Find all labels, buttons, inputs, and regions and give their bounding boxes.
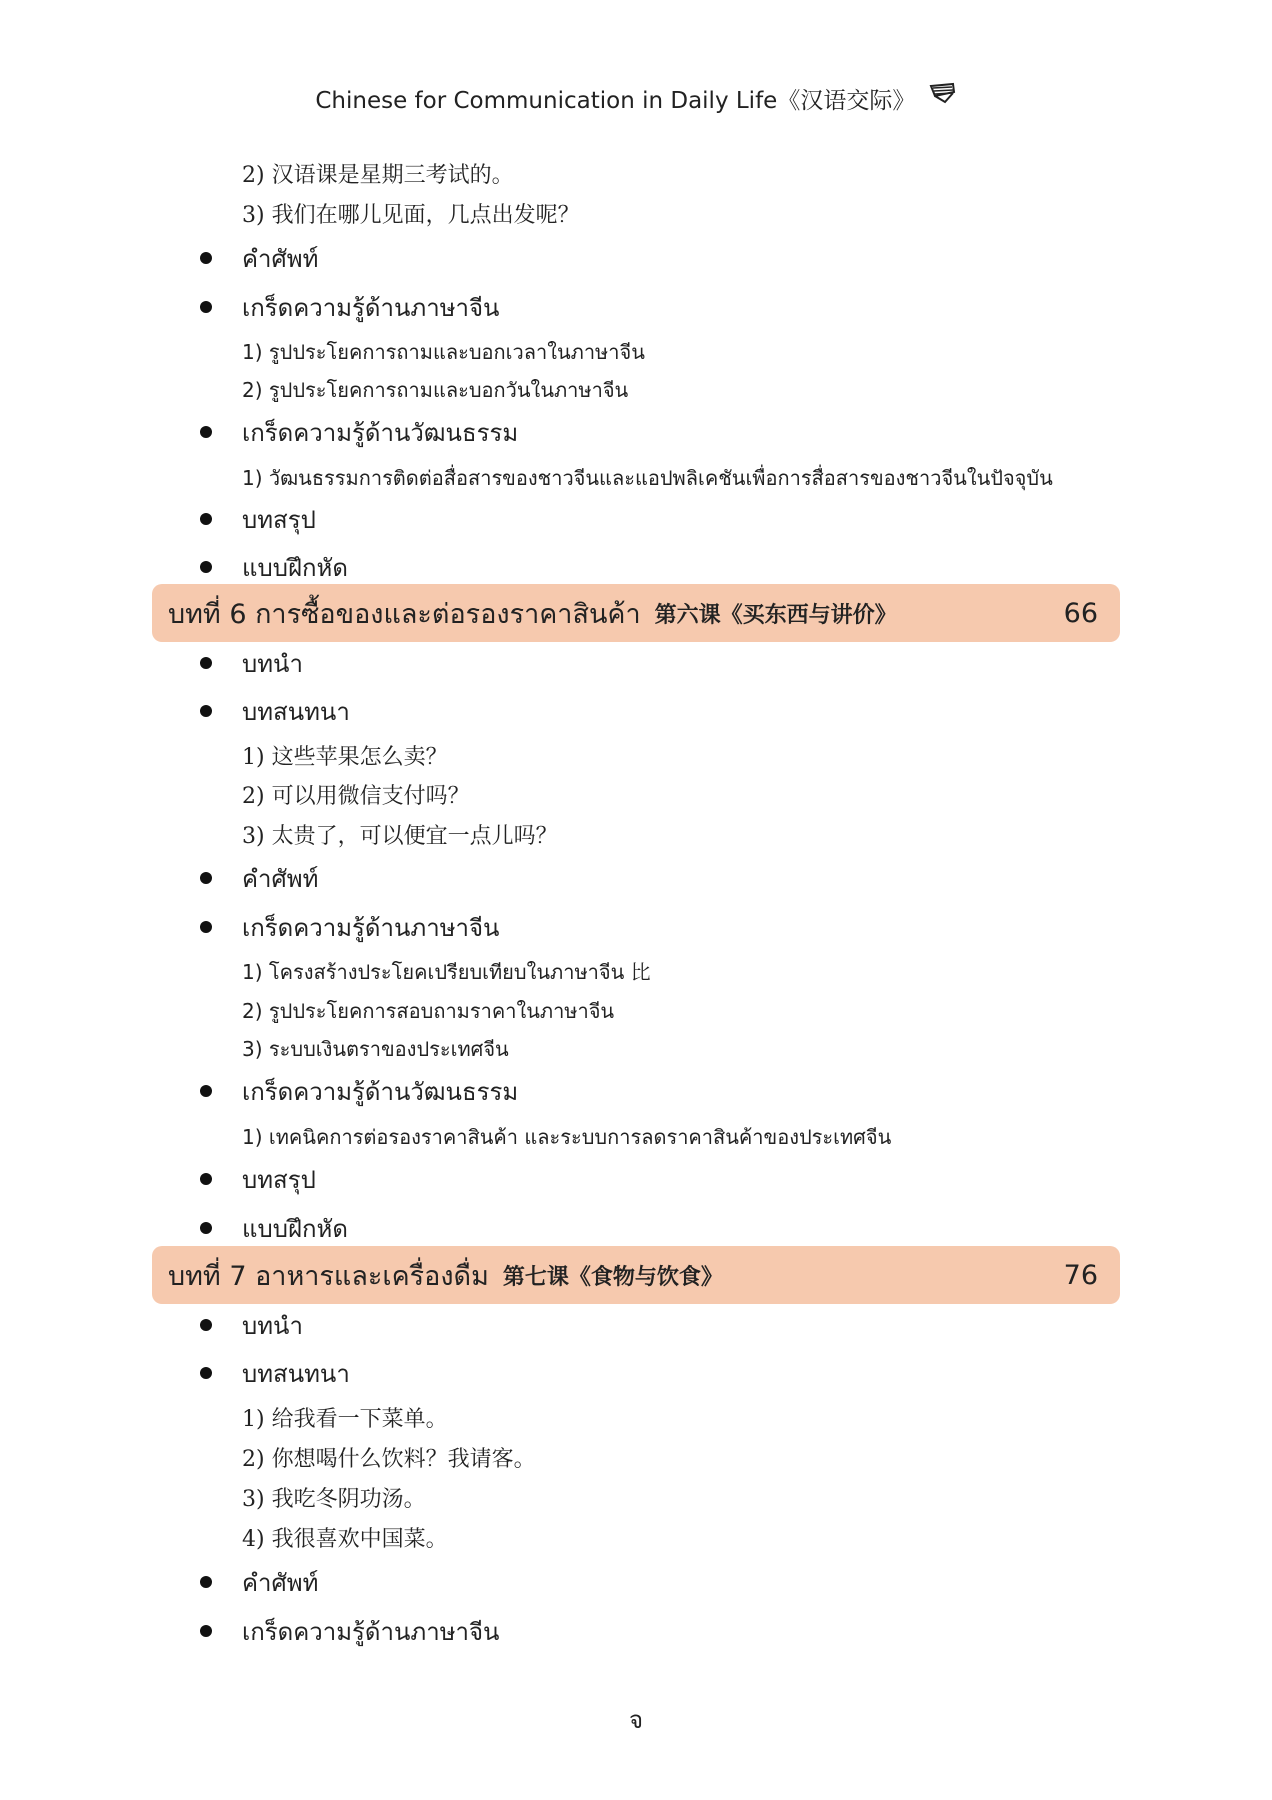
toc-subitem: 2) รูปประโยคการถามและบอกวันในภาษาจีน [242, 378, 629, 402]
bullet-label: บทสรุป [242, 505, 316, 534]
toc-bullet-dialogue [200, 694, 350, 728]
bullet-dot [200, 1625, 212, 1637]
toc-bullet-summary [200, 502, 316, 536]
bullet-dot [200, 921, 212, 933]
dialogue-line: 2) 汉语课是星期三考试的。 [242, 163, 514, 188]
toc-bullet-vocab [200, 861, 318, 895]
dialogue-line: 1) 给我看一下菜单。 [242, 1407, 448, 1432]
dialogue-line: 3) 我们在哪儿见面，几点出发呢？ [242, 203, 580, 228]
bullet-label: เกร็ดความรู้ด้านภาษาจีน [242, 913, 500, 942]
toc-subitem: 3) ระบบเงินตราของประเทศจีน [242, 1037, 509, 1061]
chapter-7-heading[interactable] [152, 1246, 1120, 1304]
toc-subitem: 1) เทคนิคการต่อรองราคาสินค้า และระบบการลดราคาสินค้าของประเทศจีน [242, 1125, 892, 1149]
toc-bullet-exercises [200, 550, 348, 584]
toc-bullet-exercises [200, 1211, 348, 1245]
bullet-dot [200, 301, 212, 313]
bullet-dot [200, 705, 212, 717]
bullet-dot [200, 1173, 212, 1185]
bullet-dot [200, 561, 212, 573]
chapter-page-number: 66 [1063, 597, 1098, 629]
bullet-dot [200, 1576, 212, 1588]
bullet-label: บทสนทนา [242, 697, 350, 726]
toc-bullet-intro [200, 1308, 303, 1342]
toc-subitem: 2) รูปประโยคการสอบถามราคาในภาษาจีน [242, 999, 615, 1023]
bullet-dot [200, 513, 212, 525]
dialogue-line: 1) 这些苹果怎么卖？ [242, 745, 448, 770]
bullet-dot [200, 1085, 212, 1097]
chapter-title-chinese: 第六课《买东西与讲价》 [654, 602, 897, 628]
toc-bullet-vocab [200, 1565, 318, 1599]
bullet-label: คำศัพท์ [242, 244, 319, 273]
bullet-label: แบบฝึกหัด [242, 553, 348, 582]
toc-subitem: 1) วัฒนธรรมการติดต่อสื่อสารของชาวจีนและแอปพลิเคชันเพื่อการสื่อสารของชาวจีนในปัจจุบัน [242, 466, 1053, 490]
dialogue-line: 2) 你想喝什么饮料？我请客。 [242, 1447, 536, 1472]
chapter-title-thai: บทที่ 6 การซื้อของและต่อรองราคาสินค้า [168, 598, 641, 630]
bullet-dot [200, 657, 212, 669]
dialogue-line: 4) 我很喜欢中国菜。 [242, 1527, 448, 1552]
chapter-6-heading[interactable] [152, 584, 1120, 642]
bullet-dot [200, 1367, 212, 1379]
toc-bullet-summary [200, 1162, 316, 1196]
bullet-label: เกร็ดความรู้ด้านภาษาจีน [242, 1617, 500, 1646]
bullet-dot [200, 872, 212, 884]
toc-bullet-language-tips [200, 1614, 499, 1648]
page-number: จ [628, 1706, 644, 1734]
fan-icon [927, 82, 957, 104]
bullet-label: คำศัพท์ [242, 864, 319, 893]
bullet-dot [200, 1319, 212, 1331]
bullet-label: เกร็ดความรู้ด้านวัฒนธรรม [242, 1077, 519, 1106]
toc-bullet-language-tips [200, 290, 499, 324]
bullet-label: บทสรุป [242, 1165, 316, 1194]
bullet-dot [200, 426, 212, 438]
bullet-dot [200, 252, 212, 264]
dialogue-line: 2) 可以用微信支付吗？ [242, 784, 470, 809]
bullet-label: บทนำ [242, 1311, 303, 1340]
chapter-title-thai: บทที่ 7 อาหารและเครื่องดื่ม [168, 1260, 489, 1292]
bullet-label: แบบฝึกหัด [242, 1214, 348, 1243]
bullet-label: เกร็ดความรู้ด้านวัฒนธรรม [242, 418, 519, 447]
toc-bullet-intro [200, 646, 303, 680]
dialogue-line: 3) 我吃冬阴功汤。 [242, 1487, 426, 1512]
running-header [0, 82, 1272, 115]
toc-subitem: 1) โครงสร้างประโยคเปรียบเทียบในภาษาจีน 比 [242, 960, 651, 984]
toc-subitem: 1) รูปประโยคการถามและบอกเวลาในภาษาจีน [242, 340, 645, 364]
toc-bullet-language-tips [200, 910, 499, 944]
toc-bullet-culture-tips [200, 415, 518, 449]
toc-bullet-culture-tips [200, 1074, 518, 1108]
bullet-label: คำศัพท์ [242, 1568, 319, 1597]
bullet-label: เกร็ดความรู้ด้านภาษาจีน [242, 293, 500, 322]
header-title: Chinese for Communication in Daily Life《汉语交际》 [315, 88, 916, 114]
bullet-dot [200, 1222, 212, 1234]
toc-bullet-dialogue [200, 1356, 350, 1390]
chapter-title-chinese: 第七课《食物与饮食》 [502, 1264, 723, 1290]
chapter-page-number: 76 [1063, 1259, 1098, 1291]
dialogue-line: 3) 太贵了，可以便宜一点儿吗？ [242, 824, 558, 849]
bullet-label: บทนำ [242, 649, 303, 678]
bullet-label: บทสนทนา [242, 1359, 350, 1388]
toc-bullet-vocab [200, 241, 318, 275]
